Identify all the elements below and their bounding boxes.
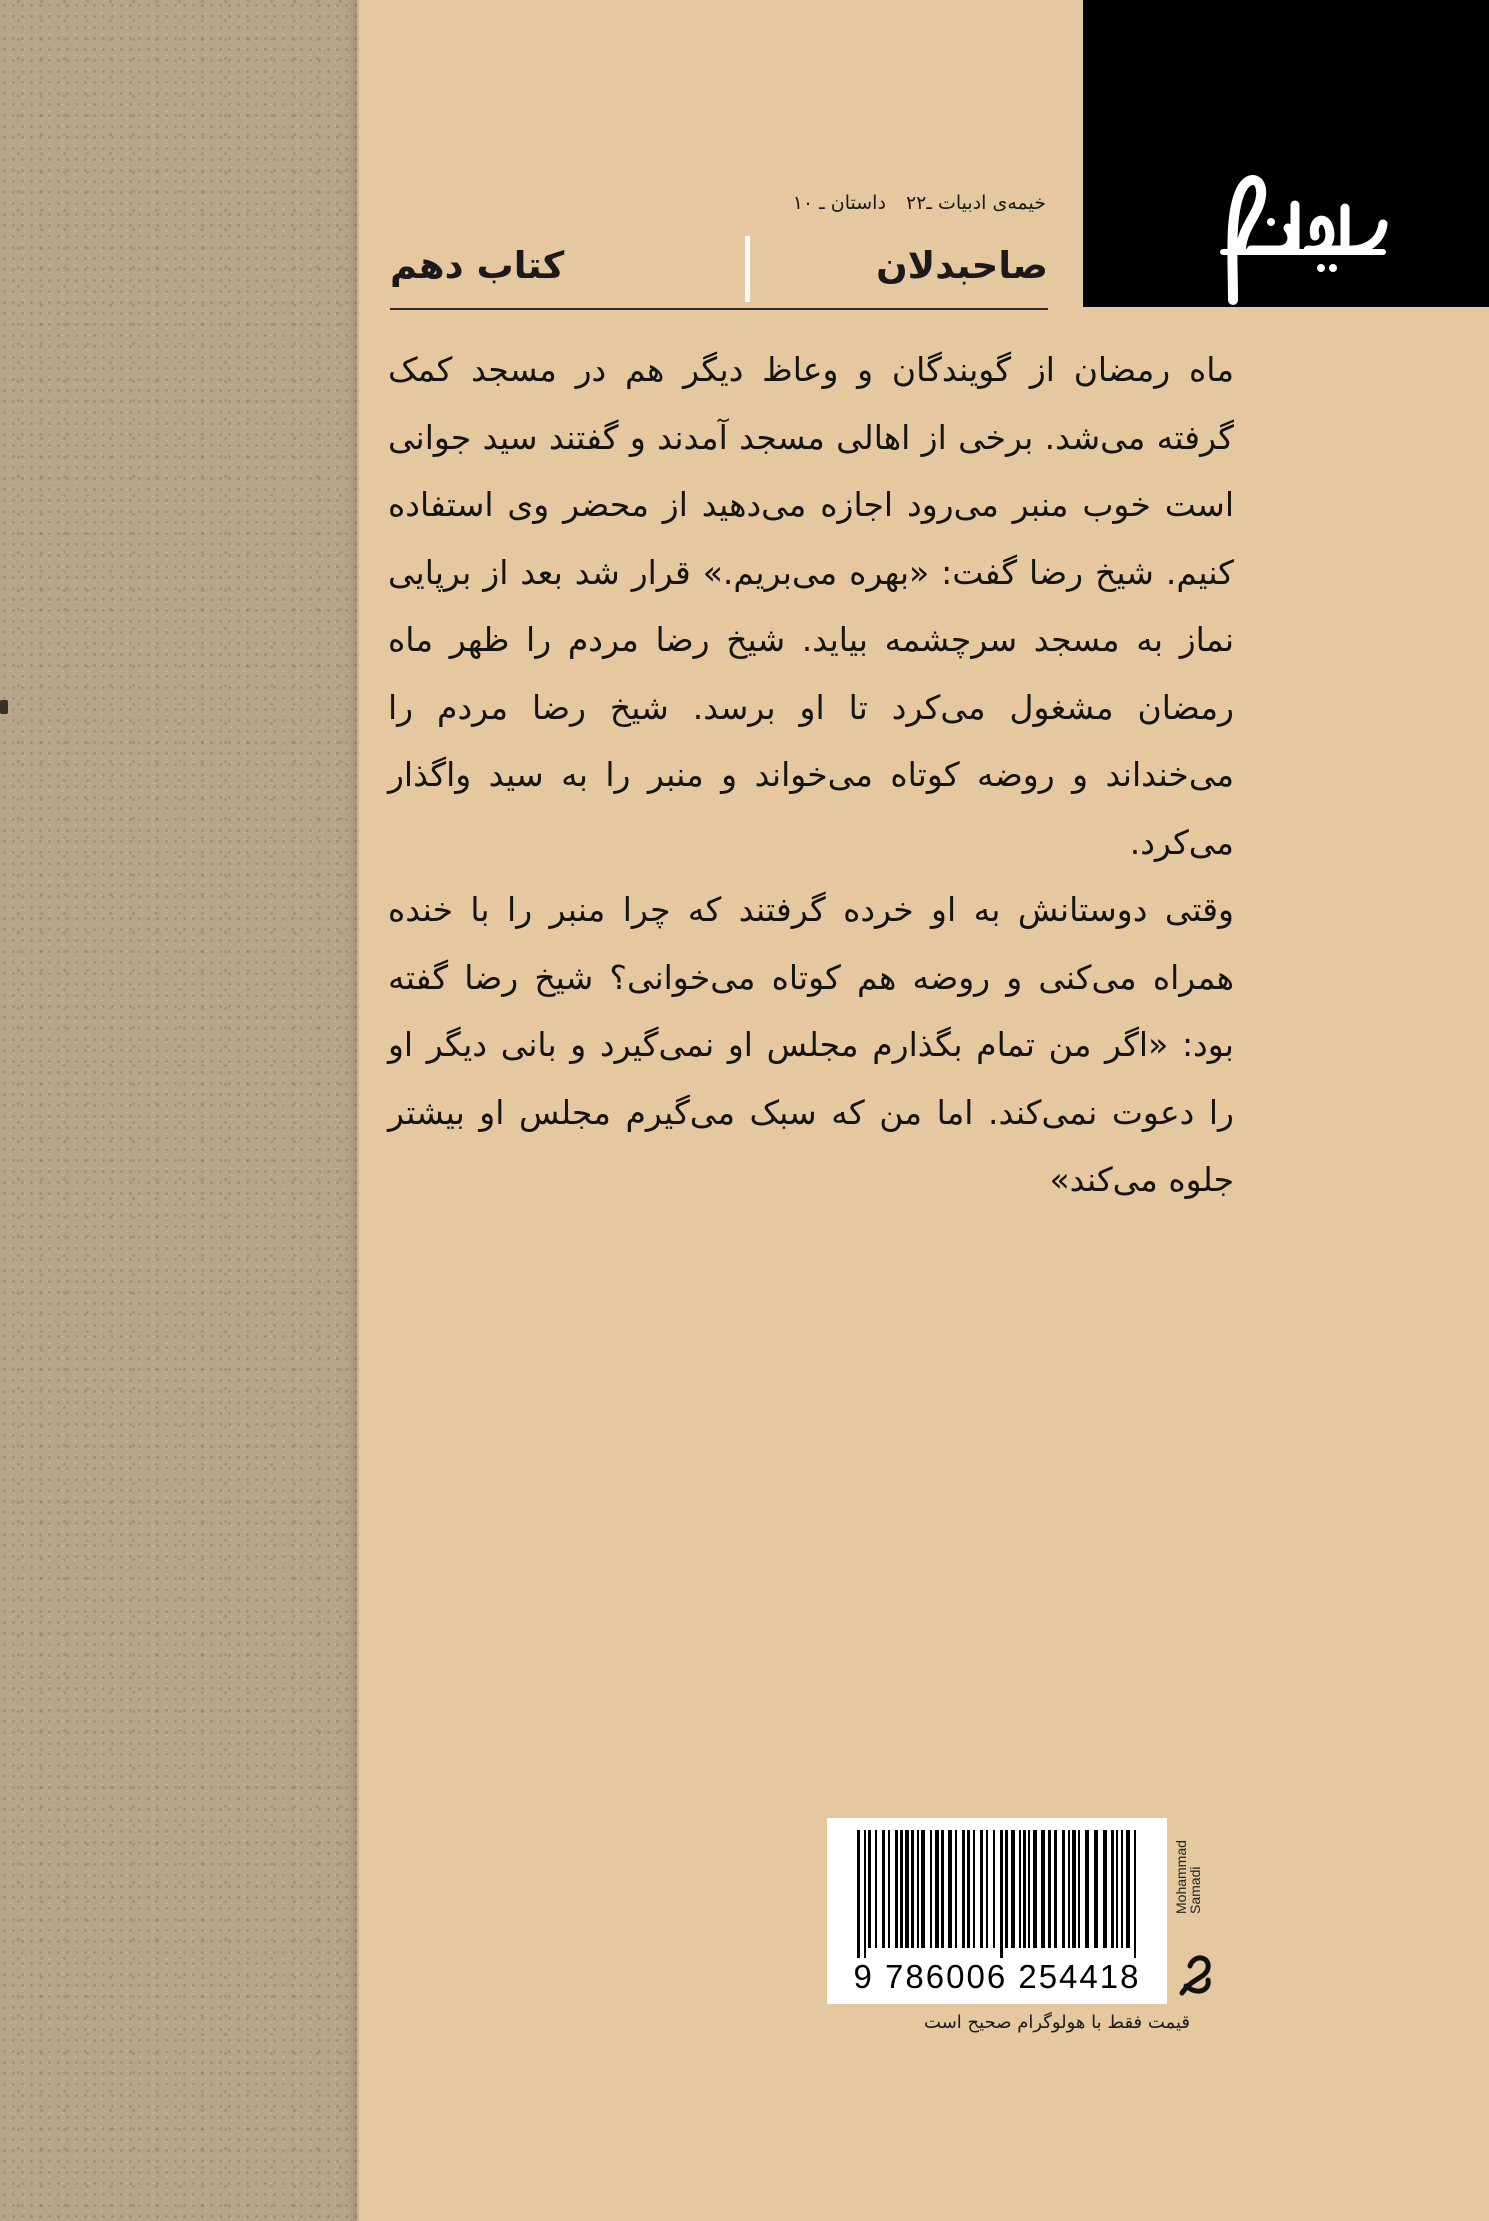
barcode-bar (973, 1830, 975, 1948)
barcode-bars (827, 1818, 1167, 1958)
paragraph: وقتی دوستانش به او خرده گرفتند که چرا منبر را با خنده همراه می‌کنی و روضه هم کوتاه می‌خوانی؟ شیخ رضا گفته بود: «اگر من تمام بگذارم مجلس او نمی‌گیرد و بانی دیگر او را دعوت نمی‌کند. اما من که سبک می‌گیرم مجلس او بیشتر جلوه می‌کند» (388, 890, 1234, 1199)
barcode-digits: 9 786006 254418 (853, 1958, 1141, 1995)
paragraph: ماه رمضان از گویندگان و وعاظ دیگر هم در مسجد کمک گرفته می‌شد. برخی از اهالی مسجد آمدند و گفتند سید جوانی است خوب منبر می‌رود اجازه می‌دهید از محضر وی استفاده کنیم. شیخ رضا گفت: «بهره می‌بریم.» قرار شد بعد از برپایی نماز به مسجد سرچشمه بیاید. شیخ رضا مردم را ظهر ماه رمضان مشغول می‌کرد تا او برسد. شیخ رضا مردم را می‌خنداند و روضه کوتاه می‌خواند و منبر را به سید واگذار می‌کرد. (388, 350, 1234, 862)
barcode-bar (1078, 1830, 1080, 1948)
barcode-bar (864, 1830, 866, 1958)
barcode-bar (888, 1830, 890, 1948)
title-volume: کتاب دهم (390, 244, 565, 287)
series-label: خیمه‌ی ادبیات ـ۲۲ (905, 192, 1046, 214)
barcode-bar (1028, 1830, 1030, 1948)
barcode-bar (941, 1830, 944, 1948)
barcode-bar (986, 1830, 988, 1948)
barcode-bar (1126, 1830, 1130, 1948)
barcode-bar (895, 1830, 898, 1948)
barcode-bar (1000, 1830, 1003, 1958)
barcode-bar (955, 1830, 957, 1948)
barcode-bar (1068, 1830, 1070, 1948)
price-note: قیمت فقط با هولوگرام صحیح است (924, 2012, 1190, 2033)
barcode-bar (1019, 1830, 1021, 1948)
barcode-bar (1062, 1830, 1065, 1948)
book-title (390, 232, 1048, 310)
barcode-bar (1111, 1830, 1114, 1948)
barcode-bar (1094, 1830, 1098, 1948)
barcode-bar (962, 1830, 965, 1948)
barcode-bar (1023, 1830, 1026, 1948)
barcode-bar (905, 1830, 909, 1948)
barcode-bar (1085, 1830, 1089, 1948)
designer-name (1174, 1840, 1202, 1914)
barcode-bar (980, 1830, 983, 1948)
barcode-bar (900, 1830, 903, 1948)
spine-mark (0, 700, 8, 714)
barcode-bar (882, 1830, 885, 1948)
barcode-bar (948, 1830, 952, 1948)
barcode-bar (1011, 1830, 1015, 1948)
barcode-bar (857, 1830, 860, 1958)
designer-last-name: Samadi (1187, 1866, 1203, 1914)
back-cover-text (388, 336, 1234, 1214)
barcode-bar (967, 1830, 970, 1948)
isbn-barcode (827, 1818, 1167, 2004)
designer-first-name: Mohammad (1173, 1840, 1189, 1914)
barcode-bar (1005, 1830, 1008, 1948)
barcode-bar (911, 1830, 914, 1948)
barcode-bar (1048, 1830, 1051, 1948)
barcode-bar (993, 1830, 995, 1948)
barcode-bar (1103, 1830, 1107, 1948)
barcode-bar (1134, 1830, 1136, 1958)
barcode-bar (1054, 1830, 1057, 1948)
barcode-bar (1041, 1830, 1045, 1948)
barcode-bar (1072, 1830, 1076, 1948)
publisher-logo (1083, 0, 1489, 307)
barcode-bar (930, 1830, 932, 1948)
barcode-bar (868, 1830, 871, 1948)
barcode-bar (1116, 1830, 1118, 1948)
spine-texture (0, 0, 357, 2221)
title-main: صاحبدلان (876, 244, 1048, 287)
barcode-bar (917, 1830, 919, 1948)
subseries-label: داستان ـ ۱۰ (792, 192, 886, 214)
publisher-logo-block (1083, 0, 1489, 307)
title-divider (745, 236, 750, 302)
barcode-bar (1033, 1830, 1037, 1948)
spine-shadow (345, 0, 359, 2221)
barcode-bar (935, 1830, 939, 1948)
barcode-bar (1121, 1830, 1123, 1948)
barcode-bar (875, 1830, 877, 1948)
series-line (680, 192, 1046, 214)
barcode-bar (921, 1830, 925, 1948)
